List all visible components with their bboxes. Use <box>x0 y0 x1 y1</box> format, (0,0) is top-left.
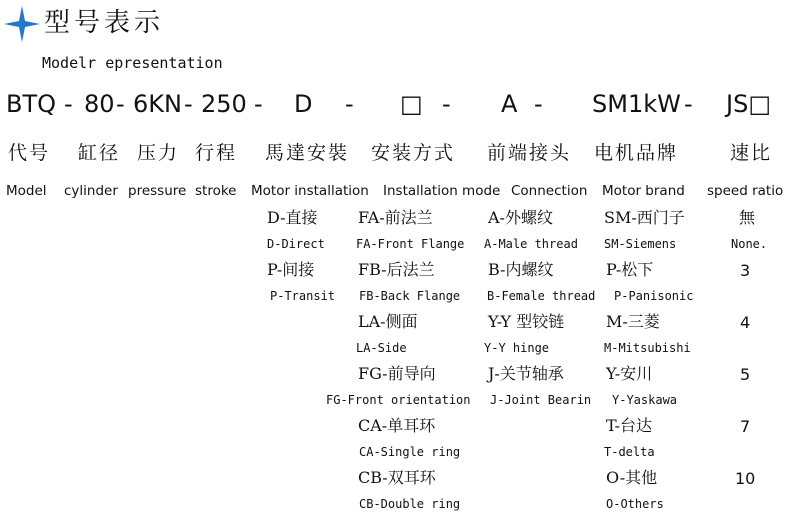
option-en: P-Transit <box>270 289 336 303</box>
option-value: 3 <box>740 261 751 280</box>
option-en: B-Female thread <box>487 289 596 303</box>
option-zh: Y-Y 型铰链 <box>488 312 565 331</box>
option-zh: 無 <box>739 208 756 227</box>
option-zh: P-间接 <box>267 260 315 279</box>
column-en-pressure: pressure <box>128 183 187 199</box>
option-en: T-delta <box>604 445 655 459</box>
option-en: CA-Single ring <box>359 445 461 459</box>
option-zh: FB-后法兰 <box>358 260 435 279</box>
code-speed-ratio: JS□ <box>726 90 771 118</box>
column-en-motor-brand: Motor brand <box>602 183 685 199</box>
code-stroke: 250 <box>201 90 247 118</box>
option-en: None. <box>731 237 768 251</box>
option-zh: CA-单耳环 <box>358 416 436 435</box>
option-en: J-Joint Bearin <box>490 393 592 407</box>
code-pressure: 6KN <box>133 90 182 118</box>
option-en: FB-Back Flange <box>359 289 461 303</box>
column-zh-motor-installation: 馬達安裝 <box>265 142 350 164</box>
option-en: D-Direct <box>267 237 325 251</box>
column-zh-cylinder: 缸径 <box>78 142 121 164</box>
option-en: FG-Front orientation <box>326 393 471 407</box>
column-zh-speed-ratio: 速比 <box>730 142 773 164</box>
option-value: 7 <box>740 417 751 436</box>
option-en: FA-Front Flange <box>356 237 465 251</box>
column-en-speed-ratio: speed ratio <box>707 183 784 199</box>
option-en: LA-Side <box>356 341 407 355</box>
option-value: 4 <box>740 313 751 332</box>
column-en-motor-installation: Motor installation <box>251 183 369 199</box>
code-dash: - <box>345 90 354 118</box>
option-zh: A-外螺纹 <box>488 208 553 227</box>
code-dash: - <box>534 90 543 118</box>
column-en-cylinder: cylinder <box>64 183 118 199</box>
page-title: 型号表示 <box>44 8 165 38</box>
column-en-connection: Connection <box>511 183 588 199</box>
option-zh: FG-前导向 <box>358 364 436 383</box>
column-zh-model: 代号 <box>8 142 51 164</box>
code-dash: - <box>184 90 193 118</box>
option-zh: FA-前法兰 <box>358 208 433 227</box>
option-value: 10 <box>735 469 756 488</box>
option-zh: D-直接 <box>267 208 318 227</box>
option-zh: LA-侧面 <box>358 312 418 331</box>
option-zh: J-关节轴承 <box>488 364 564 383</box>
code-motor-brand: SM1kW <box>592 90 681 118</box>
page-subtitle: Modelr epresentation <box>42 54 223 72</box>
code-dash: - <box>116 90 125 118</box>
option-zh: SM-西门子 <box>604 208 685 227</box>
option-value: 5 <box>740 365 751 384</box>
column-zh-pressure: 压力 <box>137 142 180 164</box>
code-install-mode: □ <box>400 90 423 118</box>
code-prefix: BTQ <box>6 90 57 118</box>
option-zh: M-三菱 <box>606 312 660 331</box>
code-bore: 80 <box>84 90 115 118</box>
column-zh-stroke: 行程 <box>195 142 238 164</box>
code-dash: - <box>442 90 451 118</box>
option-zh: T-台达 <box>606 416 653 435</box>
option-en: Y-Y hinge <box>484 341 550 355</box>
option-en: M-Mitsubishi <box>604 341 691 355</box>
column-zh-installation-mode: 安装方式 <box>371 142 456 164</box>
option-en: A-Male thread <box>484 237 578 251</box>
column-en-model: Model <box>6 183 47 199</box>
column-zh-motor-brand: 电机品牌 <box>594 142 679 164</box>
star-shape <box>4 6 40 42</box>
code-connection: A <box>501 90 518 118</box>
code-dash: - <box>254 90 263 118</box>
option-en: O-Others <box>606 497 664 511</box>
column-en-stroke: stroke <box>195 183 237 199</box>
code-motor-install: D <box>294 90 313 118</box>
option-en: P-Panisonic <box>614 289 694 303</box>
option-zh: B-内螺纹 <box>488 260 554 279</box>
option-en: CB-Double ring <box>359 497 461 511</box>
option-zh: P-松下 <box>606 260 654 279</box>
code-dash: - <box>64 90 73 118</box>
option-zh: CB-双耳环 <box>358 468 436 487</box>
column-zh-connection: 前端接头 <box>487 142 572 164</box>
option-zh: O-其他 <box>606 468 658 487</box>
option-en: Y-Yaskawa <box>612 393 678 407</box>
option-zh: Y-安川 <box>606 364 653 383</box>
four-point-star-icon <box>4 6 40 42</box>
column-en-installation-mode: Installation mode <box>383 183 501 199</box>
code-dash: - <box>684 90 693 118</box>
option-en: SM-Siemens <box>604 237 677 251</box>
